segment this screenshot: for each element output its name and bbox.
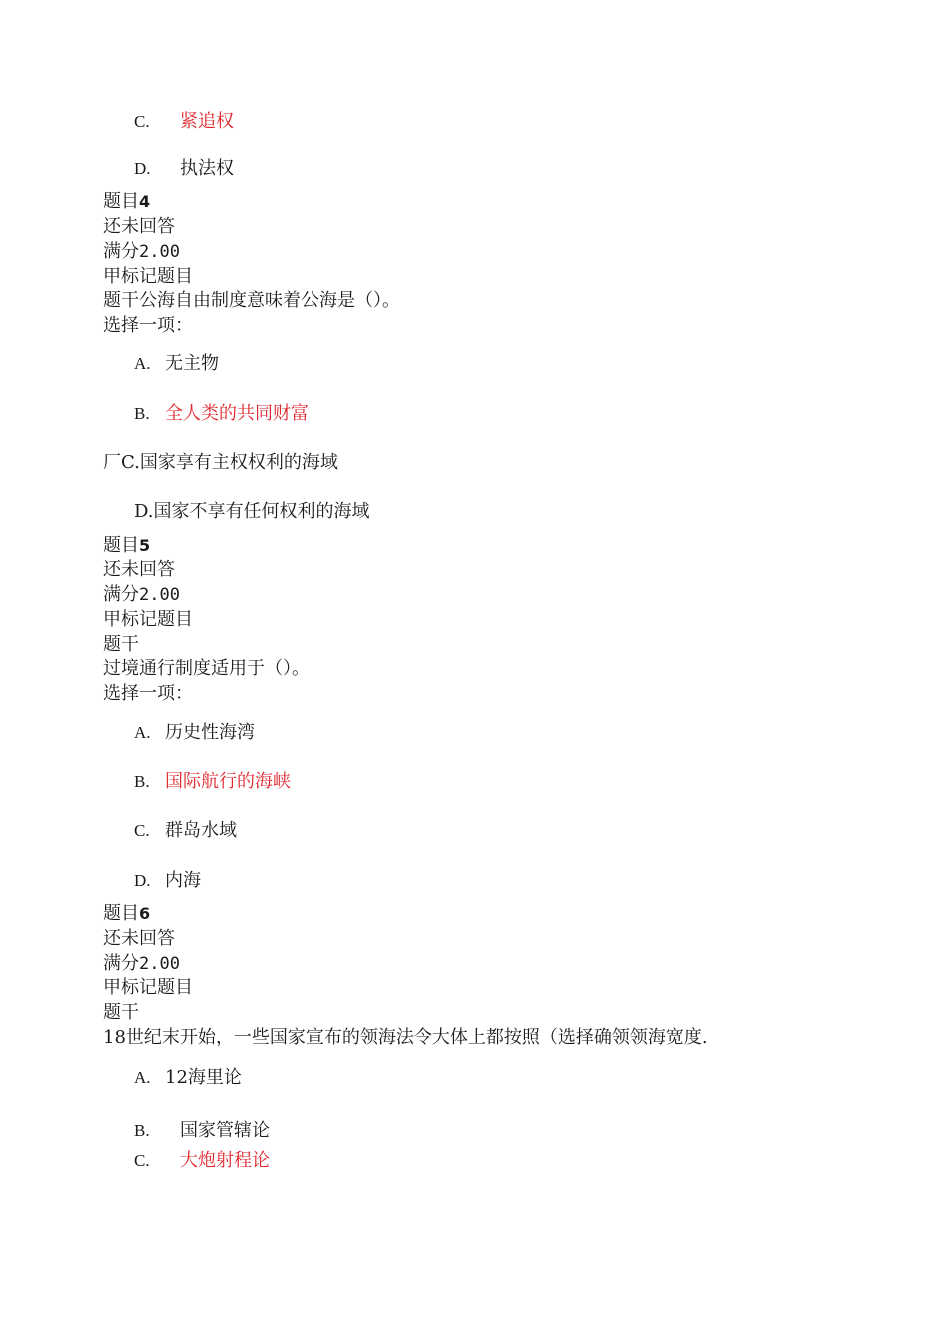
- question-stem: 18世纪末开始，一些国家宣布的领海法令大体上都按照（选择确领领海宽度.: [103, 1027, 708, 1046]
- question-score: [103, 240, 180, 264]
- flag-question-link[interactable]: 甲标记题目: [103, 266, 193, 287]
- choose-one-prompt: 选择一项：: [103, 683, 193, 704]
- option-d-letter: D.: [134, 159, 151, 178]
- option-a-letter: A.: [134, 723, 151, 742]
- score-value: 2.00: [139, 585, 180, 605]
- question-stem-label: 题干: [103, 634, 139, 655]
- question-number: 6: [139, 904, 151, 923]
- question-stem-label: 题干: [103, 1002, 139, 1023]
- question-number: 5: [139, 536, 151, 555]
- question-label: 题目: [103, 191, 139, 212]
- option-a-letter: A.: [134, 1068, 151, 1087]
- question-number: 4: [139, 192, 151, 211]
- option-c-text[interactable]: 群岛水域: [165, 820, 237, 841]
- option-c-letter: C.: [134, 821, 150, 840]
- question-6-header: [103, 902, 150, 926]
- flag-question-link[interactable]: 甲标记题目: [103, 609, 193, 630]
- option-a-text[interactable]: 历史性海湾: [165, 722, 255, 743]
- flag-question-link[interactable]: 甲标记题目: [103, 977, 193, 998]
- score-value: 2.00: [139, 954, 180, 974]
- option-c-letter: C.: [134, 1151, 150, 1170]
- option-d-text[interactable]: D.国家不享有任何权利的海域: [134, 501, 370, 522]
- option-b-letter: B.: [134, 404, 150, 423]
- question-label: 题目: [103, 535, 139, 556]
- option-a-text[interactable]: 12海里论: [165, 1067, 242, 1088]
- question-status: 还未回答: [103, 928, 175, 949]
- question-5-header: [103, 534, 150, 558]
- question-stem: 过境通行制度适用于（）。: [103, 658, 310, 679]
- option-a-text[interactable]: 无主物: [165, 353, 219, 374]
- question-4-header: [103, 190, 150, 214]
- question-score: [103, 583, 180, 607]
- score-label: 满分: [103, 584, 139, 605]
- option-b-text[interactable]: 国际航行的海峡: [165, 771, 291, 792]
- choose-one-prompt: 选择一项：: [103, 315, 193, 336]
- option-b-text[interactable]: 国家管辖论: [180, 1120, 270, 1141]
- option-b-letter: B.: [134, 772, 150, 791]
- option-c-text[interactable]: 紧追权: [180, 111, 234, 132]
- question-label: 题目: [103, 903, 139, 924]
- option-a-letter: A.: [134, 354, 151, 373]
- question-score: [103, 952, 180, 976]
- question-status: 还未回答: [103, 559, 175, 580]
- option-d-text[interactable]: 执法权: [180, 158, 234, 179]
- score-label: 满分: [103, 241, 139, 262]
- option-d-text[interactable]: 内海: [165, 870, 201, 891]
- option-c-text[interactable]: 厂C.国家享有主权权利的海域: [103, 452, 338, 473]
- option-b-letter: B.: [134, 1121, 150, 1140]
- option-c-text[interactable]: 大炮射程论: [180, 1150, 270, 1171]
- question-status: 还未回答: [103, 216, 175, 237]
- score-label: 满分: [103, 953, 139, 974]
- option-b-text[interactable]: 全人类的共同财富: [165, 403, 309, 424]
- question-stem: 题干公海自由制度意味着公海是（）。: [103, 290, 400, 311]
- option-d-letter: D.: [134, 871, 151, 890]
- score-value: 2.00: [139, 242, 180, 262]
- option-c-letter: C.: [134, 112, 150, 131]
